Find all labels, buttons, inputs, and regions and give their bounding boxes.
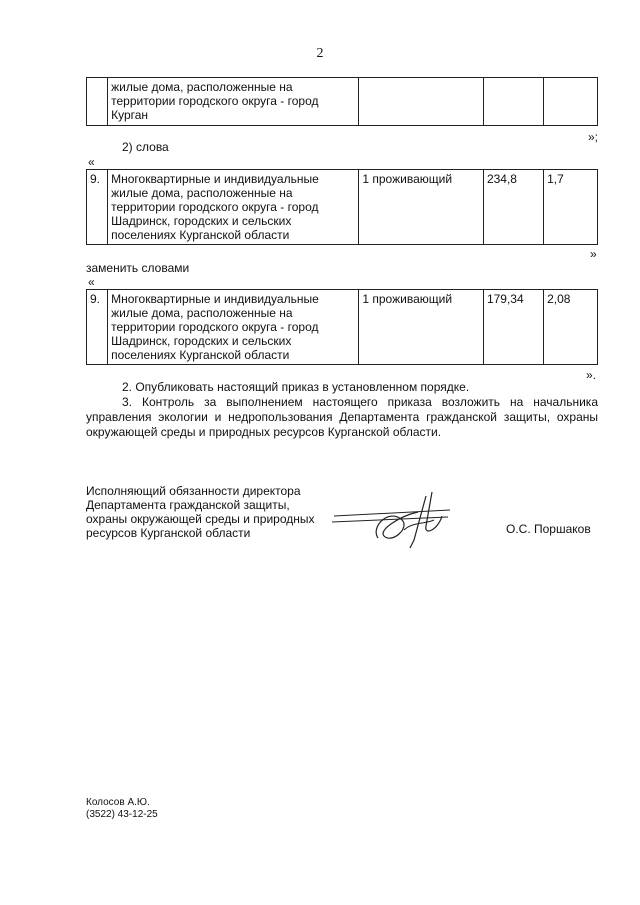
opening-quote: «: [88, 275, 95, 289]
replace-label: заменить словами: [86, 261, 190, 275]
signatory-line: охраны окружающей среды и природных: [86, 512, 315, 526]
table-cell: 1,7: [544, 170, 598, 245]
page-number: 2: [316, 46, 324, 61]
table-old-wording: [86, 169, 598, 245]
table-new-wording: [86, 289, 598, 365]
signatory-name: О.С. Поршаков: [506, 522, 591, 536]
table-cell: 9.: [87, 170, 108, 245]
table-cell: [87, 78, 108, 126]
opening-quote: «: [88, 155, 95, 169]
table-cell: [483, 78, 543, 126]
table-row: [87, 78, 598, 126]
table-cell: Многоквартирные и индивидуальные жилые дома, расположенные на территории городского округа - город Шадринск, городских и сельских поселениях Курганской области: [108, 290, 359, 365]
executor-name: Колосов А.Ю.: [86, 797, 150, 808]
table-row: [87, 170, 598, 245]
signatory-title: [86, 484, 326, 540]
table-cell: Многоквартирные и индивидуальные жилые дома, расположенные на территории городского округа - город Шадринск, городских и сельских поселениях Курганской области: [108, 170, 359, 245]
table-row: [87, 290, 598, 365]
signatory-line: ресурсов Курганской области: [86, 526, 251, 540]
item-2-label: 2) слова: [122, 140, 169, 154]
paragraph-control: 3. Контроль за выполнением настоящего приказа возложить на начальника управления экологии и недропользования Департамента гражданской защиты, охраны окружающей среды и природных ресурсов Курганской области.: [86, 395, 598, 439]
signatory-line: Департамента гражданской защиты,: [86, 498, 290, 512]
table-cell: 2,08: [544, 290, 598, 365]
closing-quote: »: [590, 247, 597, 261]
table-cell: 234,8: [483, 170, 543, 245]
handwritten-signature: [330, 486, 480, 558]
closing-quote: ».: [586, 368, 597, 382]
table-cell: 9.: [87, 290, 108, 365]
signatory-line: Исполняющий обязанности директора: [86, 484, 301, 498]
footer-executor: [86, 797, 158, 821]
table-cell: 1 проживающий: [359, 290, 484, 365]
table-fragment-top: [86, 77, 598, 126]
executor-phone: (3522) 43-12-25: [86, 809, 158, 820]
table-cell: [359, 78, 484, 126]
table-cell: 1 проживающий: [359, 170, 484, 245]
paragraph-publish: 2. Опубликовать настоящий приказ в установленном порядке.: [122, 380, 470, 394]
closing-quote: »;: [588, 130, 599, 144]
table-cell: 179,34: [483, 290, 543, 365]
table-cell: [544, 78, 598, 126]
table-cell: жилые дома, расположенные на территории городского округа - город Курган: [108, 78, 359, 126]
